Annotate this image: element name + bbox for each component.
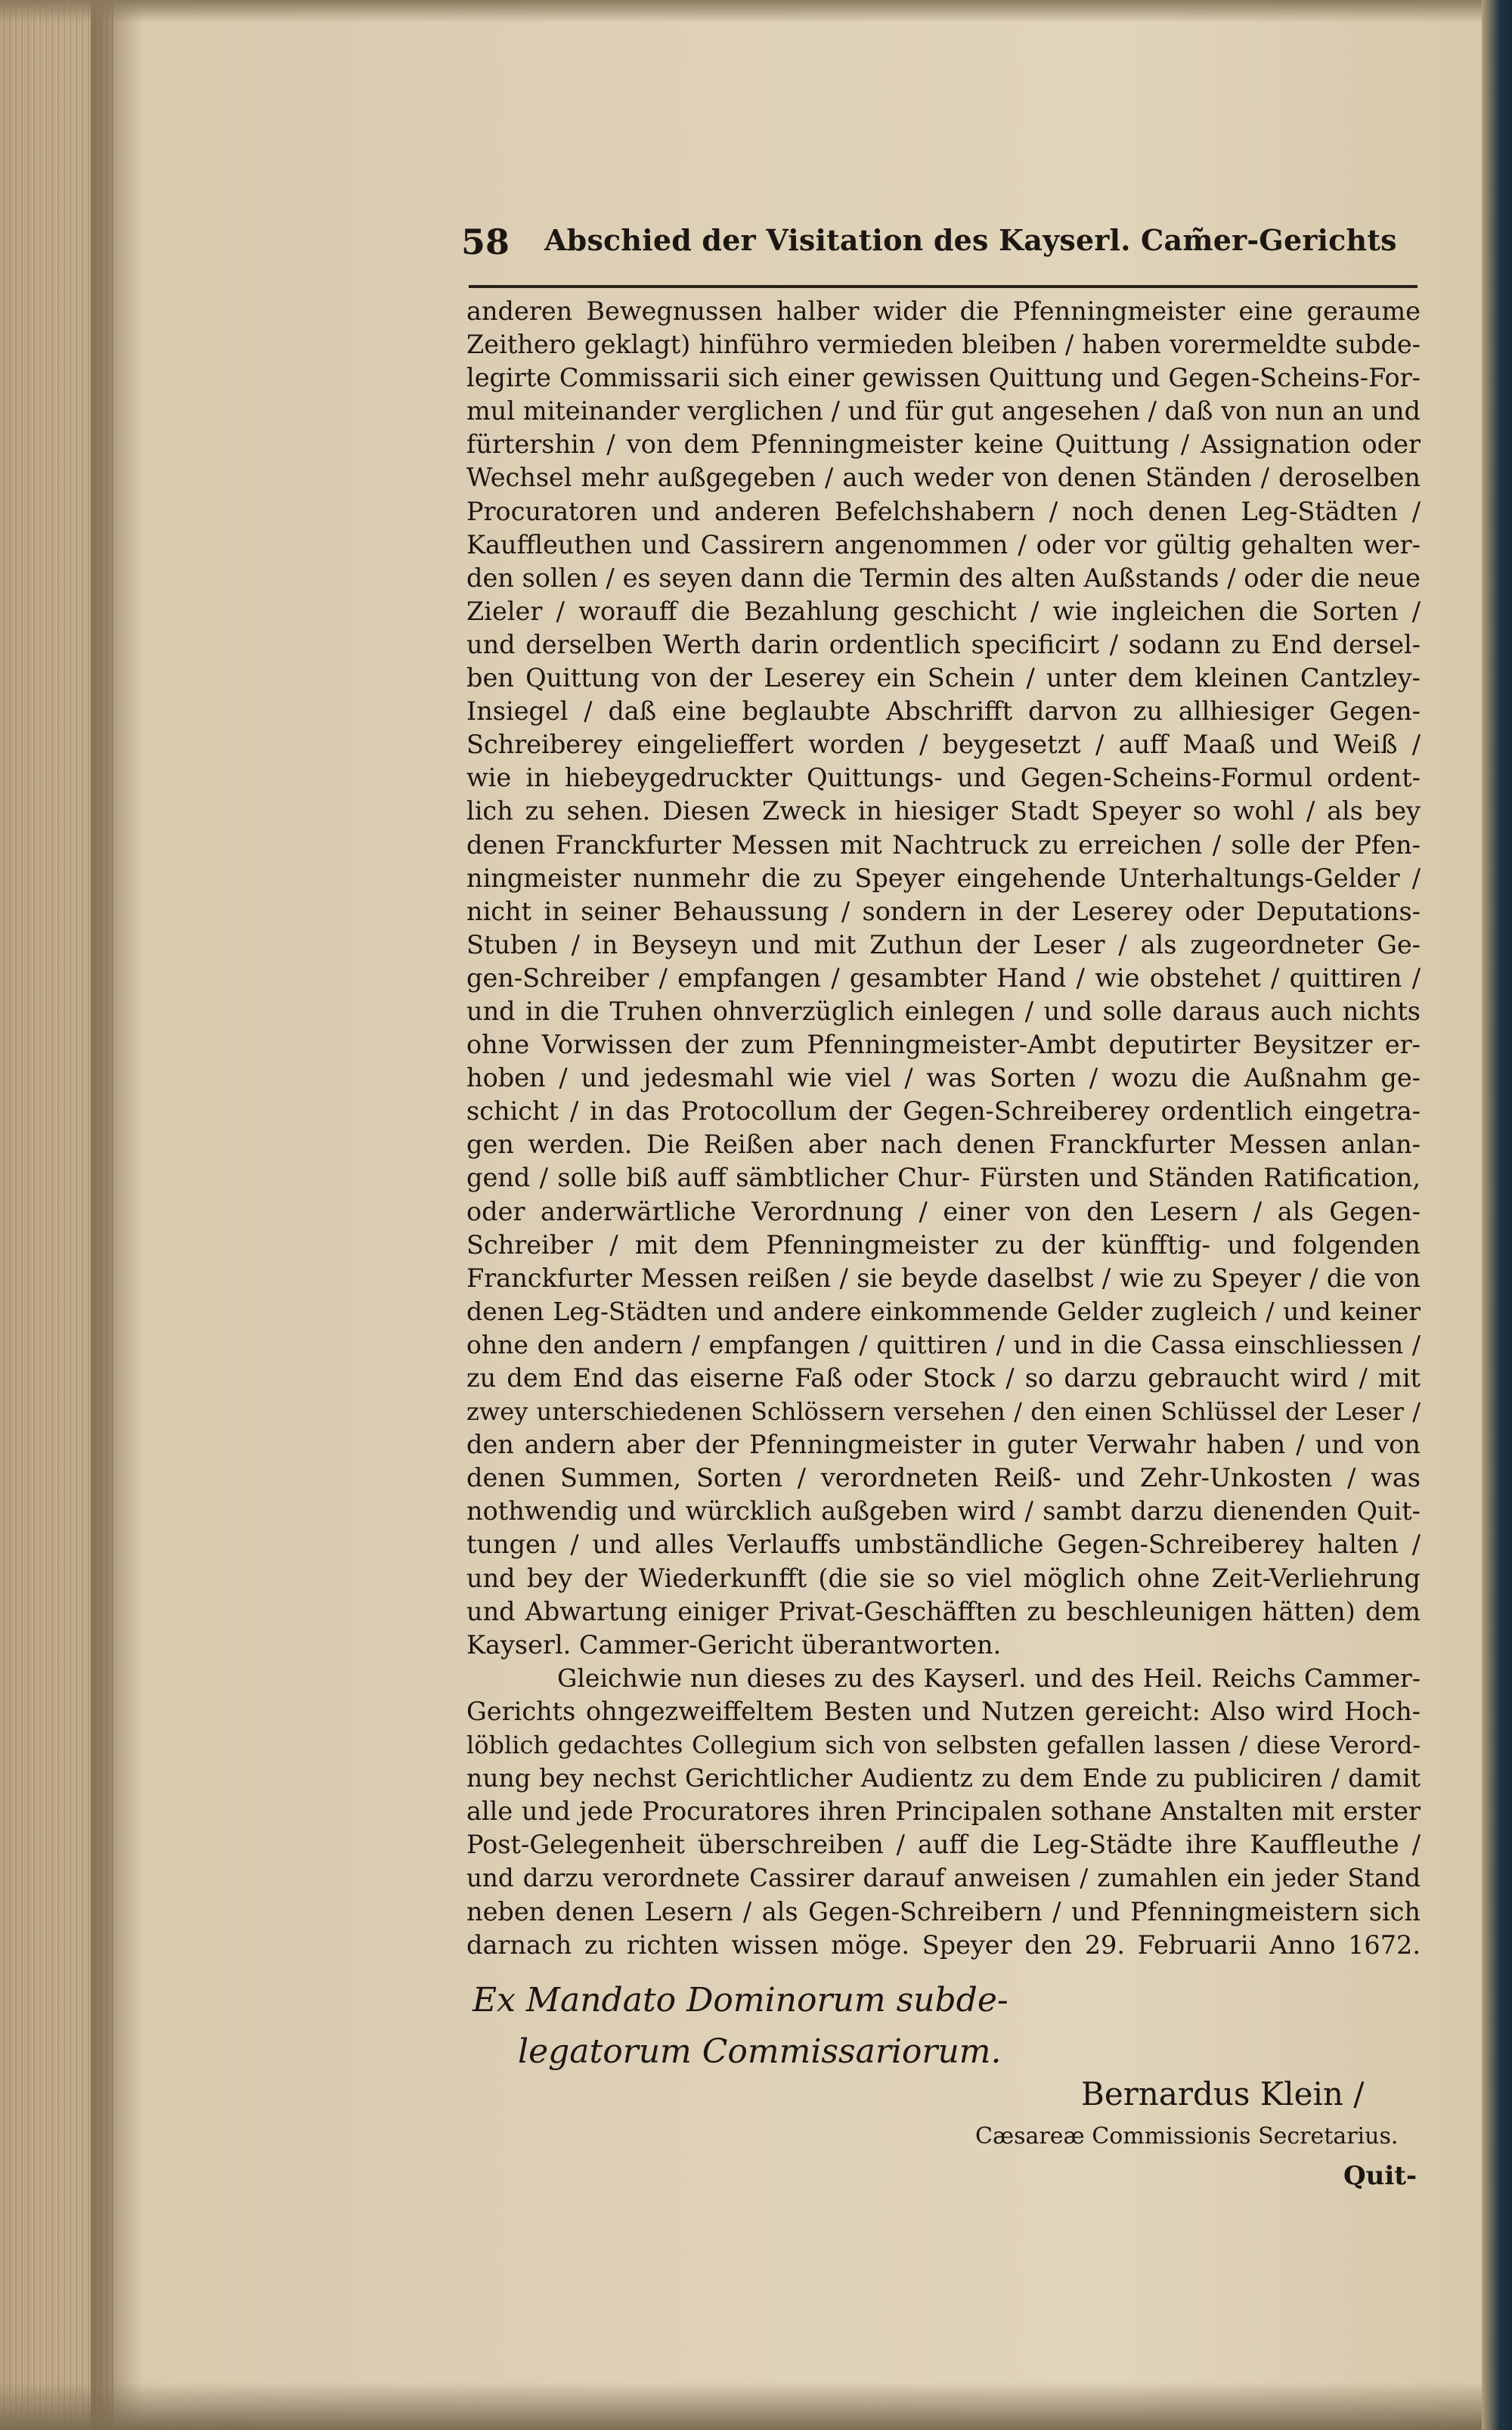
text-line: und darzu verordnete Cassirer darauf anweisen / zumahlen ein jeder Stand [466, 1864, 1421, 1893]
text-line: lich zu sehen. Diesen Zweck in hiesiger Stadt Speyer so wohl / als bey [466, 796, 1421, 826]
text-line: Schreiber / mit dem Pfenningmeister zu der künfftig- und folgenden [466, 1229, 1421, 1260]
text-line: löblich gedachtes Collegium sich von selbsten gefallen lassen / diese Verord- [466, 1731, 1421, 1760]
secretary-title: Cæsareæ Commissionis Secretarius. [975, 2123, 1399, 2149]
gutter-shadow [91, 0, 144, 2430]
catchword: Quit- [1343, 2161, 1418, 2191]
text-line: tungen / und alles Verlauffs umbständliche Gegen-Schreiberey halten / [466, 1530, 1421, 1560]
text-line: legirte Commissarii sich einer gewissen Quittung und Gegen-Scheins-For- [466, 363, 1421, 393]
text-line: nung bey nechst Gerichtlicher Audientz zu dem Ende zu publiciren / damit [466, 1763, 1421, 1793]
text-line: und bey der Wiederkunfft (die sie so viel möglich ohne Zeit-Verliehrung [466, 1563, 1421, 1593]
text-line: Insiegel / daß eine beglaubte Abschrifft darvon zu allhiesiger Gegen- [466, 696, 1421, 727]
signature: Bernardus Klein / [1081, 2075, 1365, 2112]
mandate-line-1: Ex Mandato Dominorum subde- [472, 1981, 1009, 2019]
bottom-edge-shadow [0, 2382, 1486, 2430]
text-line: Franckfurter Messen reißen / sie beyde daselbst / wie zu Speyer / die von [466, 1263, 1421, 1293]
text-line: Post-Gelegenheit überschreiben / auff die Leg-Städte ihre Kauffleuthe / [466, 1830, 1421, 1860]
text-line: denen Franckfurter Messen mit Nachtruck zu erreichen / solle der Pfen- [466, 829, 1421, 860]
text-line: und derselben Werth darin ordentlich specificirt / sodann zu End dersel- [466, 629, 1421, 659]
text-line: anderen Bewegnussen halber wider die Pfenningmeister eine geraume [466, 296, 1421, 326]
text-line: oder anderwärtliche Verordnung / einer von den Lesern / als Gegen- [466, 1196, 1421, 1226]
running-title: Abschied der Visitation des Kayserl. Cam̃er-Gerichts [544, 223, 1397, 257]
text-line: Zeithero geklagt) hinführo vermieden bleiben / haben vorermeldte subde- [466, 330, 1421, 360]
text-line: ningmeister nunmehr die zu Speyer eingehende Unterhaltungs-Gelder / [466, 863, 1421, 893]
background-surface [1482, 0, 1512, 2430]
text-line: und Abwartung einiger Privat-Geschäfften zu beschleunigen hätten) dem [466, 1596, 1421, 1626]
mandate-line-2: legatorum Commissariorum. [518, 2032, 1002, 2071]
text-line: ben Quittung von der Leserey ein Schein / unter dem kleinen Cantzley- [466, 663, 1421, 693]
text-line: alle und jede Procuratores ihren Principalen sothane Anstalten mit erster [466, 1796, 1421, 1827]
text-line: Wechsel mehr außgegeben / auch weder von denen Ständen / deroselben [466, 463, 1421, 493]
text-line: den andern aber der Pfenningmeister in guter Verwahr haben / und von [466, 1430, 1421, 1460]
header-rule [469, 285, 1418, 288]
text-line: Kayserl. Cammer-Gericht überantworten. [466, 1629, 1002, 1660]
body-text [466, 295, 1421, 1962]
text-line: nothwendig und würcklich außgeben wird / sambt darzu dienenden Quit- [466, 1496, 1421, 1526]
page-number: 58 [461, 222, 510, 262]
text-line: hoben / und jedesmahl wie viel / was Sorten / wozu die Außnahm ge- [466, 1063, 1421, 1093]
text-line: neben denen Lesern / als Gegen-Schreibern / und Pfenningmeistern sich [466, 1896, 1421, 1926]
text-line: den sollen / es seyen dann die Termin des alten Außstands / oder die neue [466, 563, 1421, 593]
top-edge-shadow [0, 0, 1486, 23]
text-line: und in die Truhen ohnverzüglich einlegen / und solle daraus auch nichts [466, 996, 1421, 1026]
text-line: Gleichwie nun dieses zu des Kayserl. und des Heil. Reichs Cammer- [557, 1663, 1421, 1693]
text-line: nicht in seiner Behaussung / sondern in der Leserey oder Deputations- [466, 896, 1421, 926]
text-line: gen-Schreiber / empfangen / gesambter Hand / wie obstehet / quittiren / [466, 962, 1421, 993]
text-line: gen werden. Die Reißen aber nach denen Franckfurter Messen anlan- [466, 1130, 1421, 1160]
text-line: schicht / in das Protocollum der Gegen-Schreiberey ordentlich eingetra- [466, 1096, 1421, 1127]
text-line: Schreiberey eingelieffert worden / beygesetzt / auff Maaß und Weiß / [466, 730, 1421, 760]
text-line: Procuratoren und anderen Befelchshabern / noch denen Leg-Städten / [466, 496, 1421, 526]
text-line: denen Summen, Sorten / verordneten Reiß- und Zehr-Unkosten / was [466, 1463, 1421, 1493]
text-line: darnach zu richten wissen möge. Speyer den 29. Februarii Anno 1672. [466, 1929, 1421, 1960]
text-line: Stuben / in Beyseyn und mit Zuthun der Leser / als zugeordneter Ge- [466, 929, 1421, 959]
text-line: mul miteinander verglichen / und für gut angesehen / daß von nun an und [466, 396, 1421, 426]
text-line: gend / solle biß auff sämbtlicher Chur- Fürsten und Ständen Ratification, [466, 1163, 1421, 1193]
text-line: ohne den andern / empfangen / quittiren / und in die Cassa einschliessen / [466, 1329, 1421, 1359]
page-header [461, 215, 1414, 284]
text-line: Zieler / worauff die Bezahlung geschicht / wie ingleichen die Sorten / [466, 596, 1421, 626]
text-line: wie in hiebeygedruckter Quittungs- und Gegen-Scheins-Formul ordent- [466, 763, 1421, 793]
text-line: denen Leg-Städten und andere einkommende Gelder zugleich / und keiner [466, 1296, 1421, 1326]
text-line: zu dem End das eiserne Faß oder Stock / so darzu gebraucht wird / mit [466, 1363, 1421, 1393]
text-line: zwey unterschiedenen Schlössern versehen / den einen Schlüssel der Leser / [466, 1397, 1421, 1427]
text-line: ohne Vorwissen der zum Pfenningmeister-Ambt deputirter Beysitzer er- [466, 1030, 1421, 1060]
text-line: Gerichts ohngezweiffeltem Besten und Nutzen gereicht: Also wird Hoch- [466, 1696, 1421, 1726]
text-line: Kauffleuthen und Cassirern angenommen / oder vor gültig gehalten wer- [466, 529, 1421, 559]
text-line: fürtershin / von dem Pfenningmeister keine Quittung / Assignation oder [466, 429, 1421, 460]
